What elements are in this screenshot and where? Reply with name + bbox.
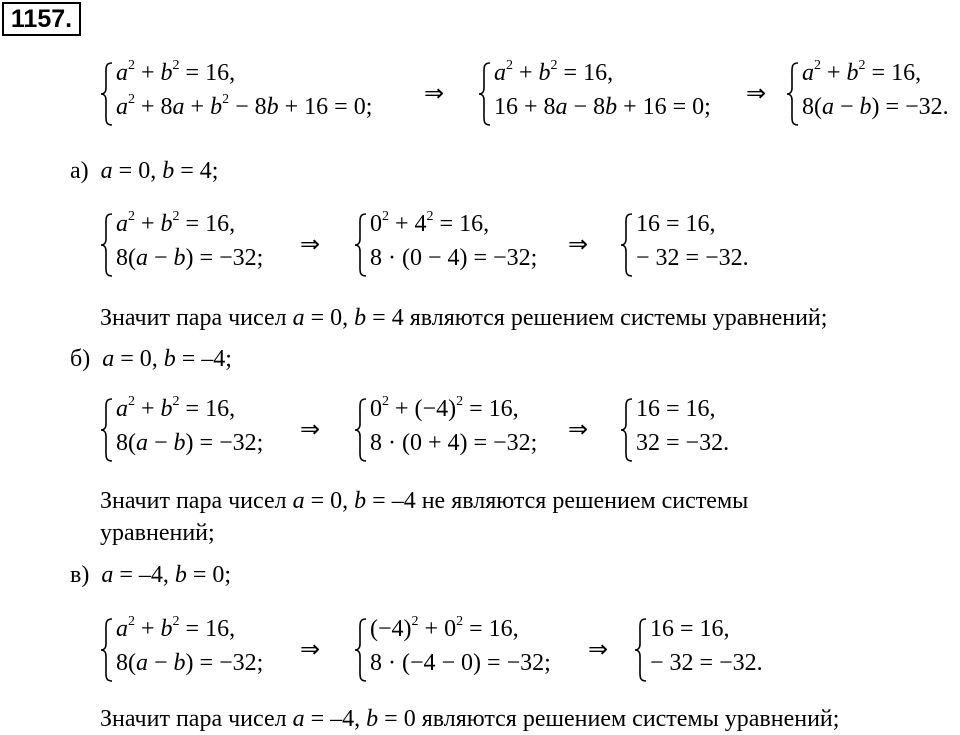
implies-arrow: ⇒ <box>424 79 445 107</box>
problem-number: 1157. <box>2 2 81 36</box>
equation-line: 8 · (0 − 4) = −32; <box>370 245 538 271</box>
part-c-system-2 <box>354 616 574 682</box>
equation-line: $a^2 + b^2 = 16$, <box>494 58 614 86</box>
equation-line: $a^2 + 8a + b^2 - 8b + 16 = 0$; <box>116 92 373 120</box>
part-b-conclusion-cont: уравнений; <box>100 520 215 546</box>
brace-icon <box>354 213 368 277</box>
brace-icon <box>354 398 368 462</box>
part-c-system-1 <box>100 616 290 682</box>
part-c-header: в) a = –4, b = 0; <box>70 562 232 588</box>
equation-line: 8 · (0 + 4) = −32; <box>370 430 538 456</box>
equation-line: $a^2 + b^2 = 16$, <box>116 58 236 86</box>
part-a-header: а) a = 0, b = 4; <box>70 158 219 184</box>
implies-arrow: ⇒ <box>300 230 321 258</box>
equation-line: 16 + 8a − 8b + 16 = 0; <box>494 94 711 120</box>
implies-arrow: ⇒ <box>300 635 321 663</box>
equation-line: 16 = 16, <box>636 211 716 237</box>
equation-line: $a^2 + b^2 = 16$, <box>116 614 236 642</box>
part-b-conclusion: Значит пара чисел a = 0, b = –4 не являются решением системы <box>100 488 749 514</box>
brace-icon <box>634 618 648 682</box>
brace-icon <box>100 398 114 462</box>
equation-line: $0^2 + 4^2 = 16$, <box>370 209 490 237</box>
brace-icon <box>100 618 114 682</box>
part-b-system-3 <box>620 396 770 462</box>
brace-icon <box>620 398 634 462</box>
equation-line: 16 = 16, <box>650 616 730 642</box>
equation-line: $a^2 + b^2 = 16$, <box>116 394 236 422</box>
brace-icon <box>620 213 634 277</box>
part-c-system-3 <box>634 616 784 682</box>
brace-icon <box>354 618 368 682</box>
equation-line: − 32 = −32. <box>650 650 763 676</box>
equation-line: 32 = −32. <box>636 430 730 456</box>
part-a-system-3 <box>620 211 770 277</box>
part-b-header: б) a = 0, b = –4; <box>70 346 232 372</box>
implies-arrow: ⇒ <box>300 415 321 443</box>
part-a-conclusion: Значит пара чисел a = 0, b = 4 являются решением системы уравнений; <box>100 305 828 331</box>
equation-line: 8 · (−4 − 0) = −32; <box>370 650 551 676</box>
system-simplified <box>478 60 728 126</box>
equation-line: 8(a − b) = −32; <box>116 245 264 271</box>
brace-icon <box>786 62 800 126</box>
brace-icon <box>100 62 114 126</box>
equation-line: − 32 = −32. <box>636 245 749 271</box>
implies-arrow: ⇒ <box>746 79 767 107</box>
implies-arrow: ⇒ <box>568 415 589 443</box>
equation-line: $a^2 + b^2 = 16$, <box>116 209 236 237</box>
equation-line: $0^2 + (-4)^2 = 16$, <box>370 394 519 422</box>
equation-line: 8(a − b) = −32; <box>116 430 264 456</box>
part-label: а) <box>70 158 89 184</box>
implies-arrow: ⇒ <box>568 230 589 258</box>
equation-line: $(-4)^2 + 0^2 = 16$, <box>370 614 519 642</box>
system-original <box>100 60 420 126</box>
implies-arrow: ⇒ <box>588 635 609 663</box>
equation-line: 8(a − b) = −32. <box>802 94 949 120</box>
part-b-system-2 <box>354 396 554 462</box>
brace-icon <box>100 213 114 277</box>
part-label: в) <box>70 562 90 588</box>
equation-line: 16 = 16, <box>636 396 716 422</box>
part-c-conclusion: Значит пара чисел a = –4, b = 0 являются решением системы уравнений; <box>100 706 840 732</box>
brace-icon <box>478 62 492 126</box>
part-b-system-1 <box>100 396 290 462</box>
equation-line: 8(a − b) = −32; <box>116 650 264 676</box>
equation-line: $a^2 + b^2 = 16$, <box>802 58 922 86</box>
part-label: б) <box>70 346 91 372</box>
part-a-system-1 <box>100 211 290 277</box>
system-final <box>786 60 958 126</box>
part-a-system-2 <box>354 211 554 277</box>
